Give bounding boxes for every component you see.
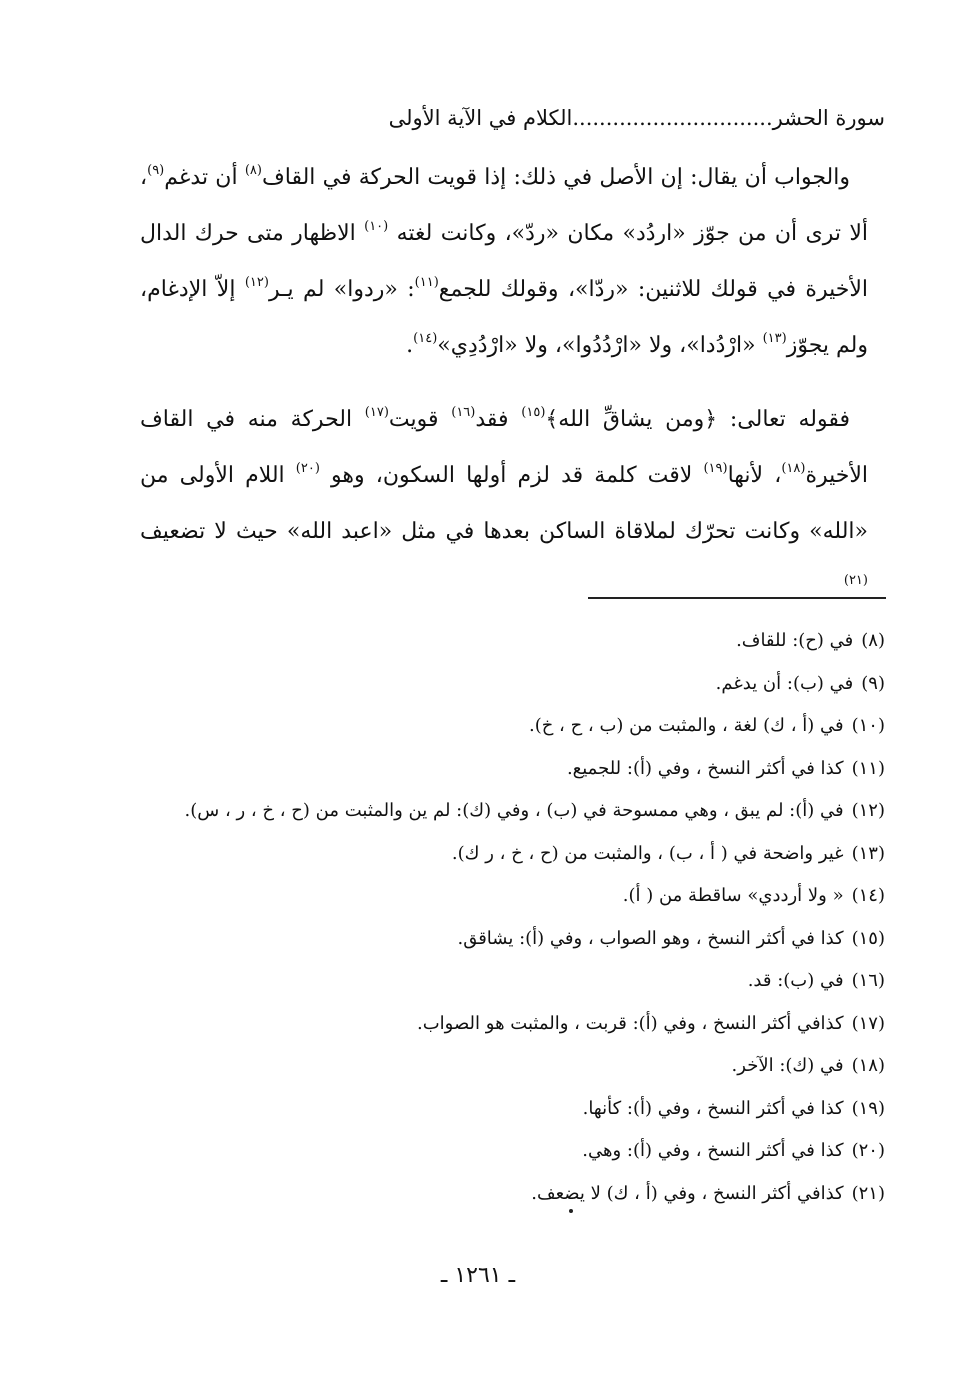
footnote-ref-20[interactable]: (٢٠) (295, 461, 320, 476)
footnote-text: كذافي أكثر النسخ ، وفي (أ): قربت ، والمثبت هو الصواب. (416, 1012, 844, 1034)
footnote-text: في (أ ، ك) لغة ، والمثبت من (ب ، ح ، خ). (528, 715, 844, 736)
footnote-ref-14[interactable]: (١٤) (413, 331, 438, 346)
footnote-number: (١١) (851, 757, 885, 779)
header-section-title: الكلام في الآية الأولى (388, 106, 573, 130)
footnote-item (140, 960, 885, 1003)
footnote-item (140, 620, 885, 663)
footnote-ref-17[interactable]: (١٧) (364, 405, 389, 420)
footnote-separator (588, 597, 886, 599)
footnote-text: كذا في أكثر النسخ ، وهو الصواب ، وفي (أ): يشاقق. (457, 927, 844, 949)
footnote-ref-9[interactable]: (٩) (147, 163, 165, 178)
text-run: والجواب أن يقال: إن الأصل في ذلك: إذا قويت الحركة في القاف (261, 165, 851, 190)
text-run: إلاّ الإدغام، ولم يجوّز (140, 277, 868, 358)
footnote-ref-10[interactable]: (١٠) (364, 219, 389, 234)
text-run: . (406, 333, 414, 358)
footnote-text: كذا في أكثر النسخ ، وفي (أ): للجميع. (566, 757, 844, 779)
page-number: ـ ١٢٦١ ـ (440, 1263, 516, 1288)
footnote-item (140, 705, 885, 748)
main-text (140, 150, 868, 616)
footnote-text: في (ك): الآخر. (731, 1055, 844, 1076)
footnote-text: في (أ): لم يبق ، وهي ممسوحة في (ب) ، وفي (ك): لم ين والمثبت من (ح ، خ ، ر ، س). (184, 800, 844, 821)
footnote-text: غير واضحة في ( أ ، ب) ، والمثبت من (ح ، خ ، ر ك). (451, 842, 844, 864)
footnote-text: كذا في أكثر النسخ ، وفي (أ): كأنها. (582, 1097, 844, 1119)
text-run: الحركة منه في القاف الأخيرة (140, 407, 869, 488)
text-run: ، لأنها (727, 463, 782, 488)
footnote-item (140, 663, 885, 706)
text-run: قويت (388, 407, 452, 432)
footnote-number: (٢١) (851, 1182, 885, 1204)
paragraph-2 (140, 392, 868, 616)
paragraph-1 (140, 150, 868, 374)
footnote-number: (١٨) (851, 1055, 885, 1076)
footnote-ref-19[interactable]: (١٩) (703, 461, 728, 476)
footnote-text: في (ب): أن يدغم. (715, 672, 854, 694)
footnote-item (140, 790, 885, 833)
footnote-number: (٨) (861, 630, 885, 651)
footnote-item (140, 1088, 885, 1131)
text-run: «ارْدُدا»، ولا «ارْدُدُوا»، ولا «ارْدُدِي» (437, 333, 763, 358)
text-run: ، ألا ترى أن من جوّز «اردُد» مكان «ردّ»، وكانت لغته (140, 165, 868, 246)
footnote-item (140, 1173, 885, 1216)
text-run: : «ردوا» لم يـر (268, 277, 415, 302)
footnote-number: (١٧) (851, 1012, 885, 1034)
footnote-item (140, 1130, 885, 1173)
footnote-number: (١٠) (851, 715, 885, 736)
footnote-text: في (ب): قد. (747, 970, 844, 991)
footnote-number: (٢٠) (851, 1140, 885, 1161)
footnote-number: (١٢) (851, 800, 885, 821)
header-surah-title: سورة الحشر (772, 106, 885, 130)
footnote-ref-11[interactable]: (١١) (414, 275, 439, 290)
footnote-number: (١٦) (851, 970, 885, 991)
text-run: فقد (475, 407, 522, 432)
stray-dot-mark (569, 1209, 573, 1213)
footnote-number: (١٥) (851, 927, 885, 949)
footnote-ref-18[interactable]: (١٨) (781, 461, 806, 476)
footnote-ref-15[interactable]: (١٥) (521, 405, 546, 420)
running-header (140, 100, 885, 140)
text-run: الاظهار متى حرك الدال الأخيرة في قولك للاثنين: «ردّا»، وقولك للجمع (140, 221, 868, 302)
footnote-number: (١٤) (851, 885, 885, 906)
footnote-item (140, 833, 885, 876)
text-run: فقوله تعالى: ﴿ومن يشاقِّ الله﴾ (545, 407, 850, 432)
footnote-ref-13[interactable]: (١٣) (762, 331, 787, 346)
footnote-ref-8[interactable]: (٨) (244, 163, 262, 178)
footnote-text: في (ح): للقاف. (736, 630, 854, 651)
footnote-item (140, 1045, 885, 1088)
header-leader-dots: .............................. (572, 106, 773, 130)
footnote-text: كذا في أكثر النسخ ، وفي (أ): وهي. (582, 1140, 844, 1161)
footnote-text: كذافي أكثر النسخ ، وفي (أ ، ك) لا يضعف. (531, 1182, 844, 1204)
footnote-item (140, 1003, 885, 1046)
footnote-text: « ولا أرددي» ساقطة من ( أ). (622, 885, 844, 906)
text-run: اللام الأولى من «الله» وكانت تحرّك لملاقاة الساكن بعدها في مثل «اعبد الله» حيث لا تضعيف (140, 463, 868, 544)
text-run: لاقت كلمة قد لزم أولها السكون، وهو (319, 463, 704, 488)
footnote-ref-12[interactable]: (١٢) (244, 275, 269, 290)
footnote-item (140, 875, 885, 918)
footnote-number: (١٩) (851, 1097, 885, 1119)
footnote-ref-16[interactable]: (١٦) (451, 405, 476, 420)
footnotes-list (140, 620, 885, 1215)
footnote-item (140, 918, 885, 961)
text-run: أن تدغم (164, 165, 245, 190)
footnote-item (140, 748, 885, 791)
footnote-number: (١٣) (851, 842, 885, 864)
footnote-number: (٩) (861, 672, 885, 694)
footnote-ref-21[interactable]: (٢١) (843, 573, 868, 588)
